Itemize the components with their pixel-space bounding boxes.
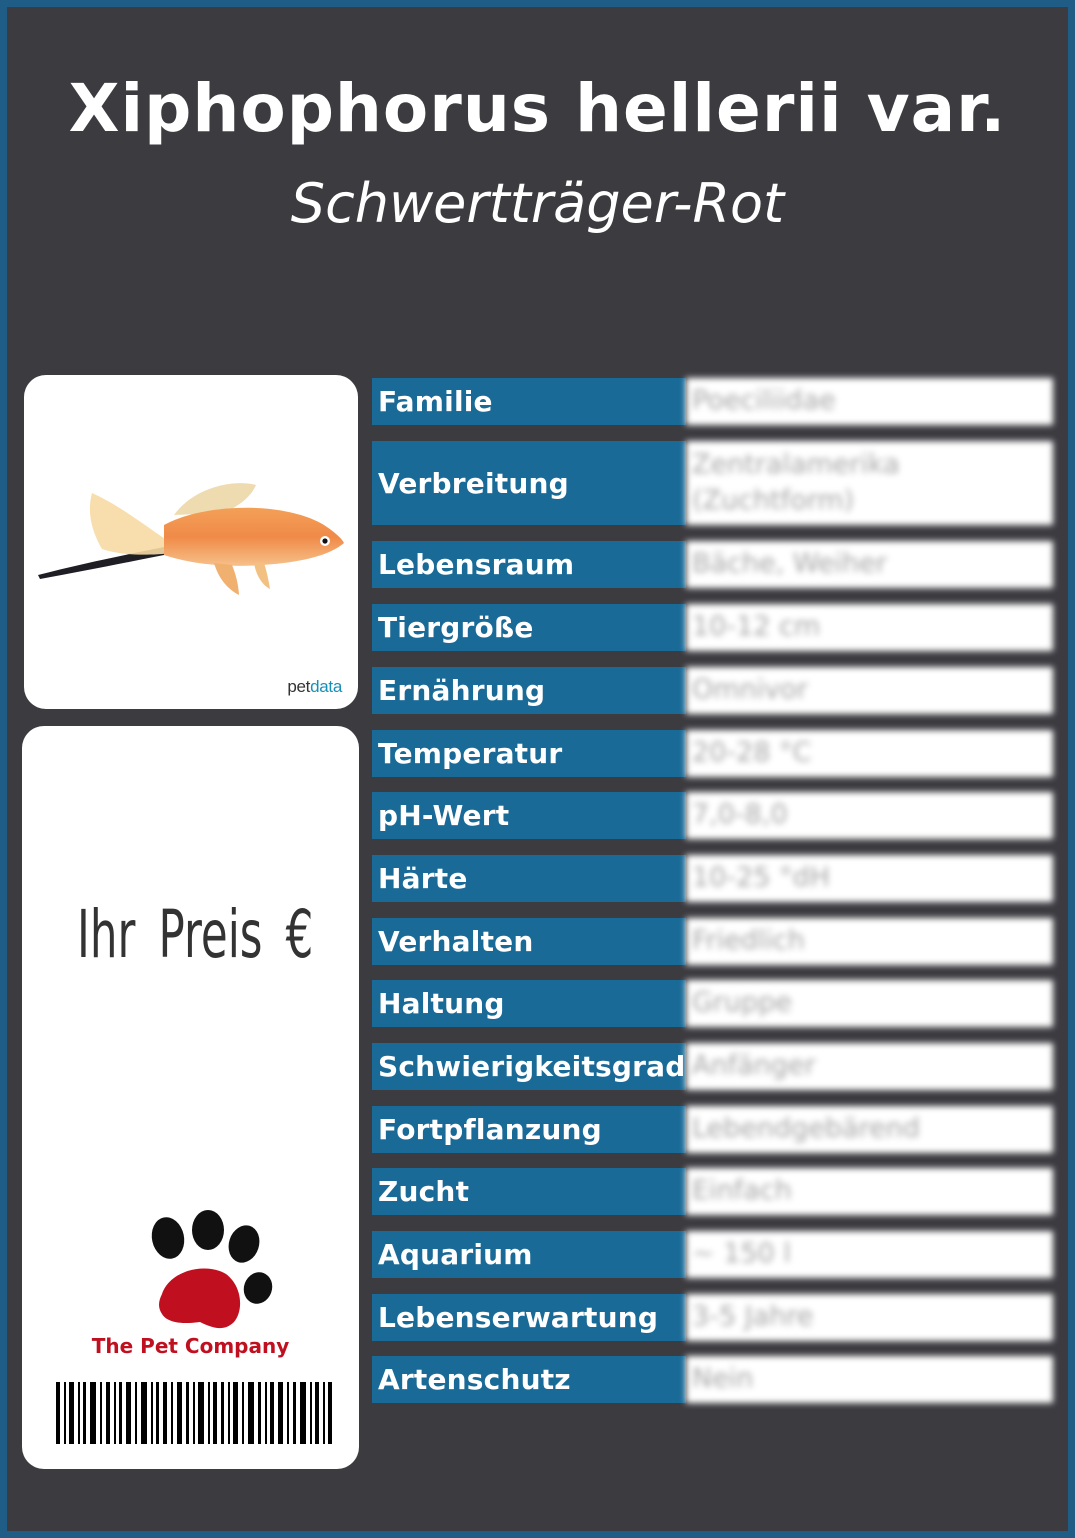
row-label: Haltung [372,980,686,1027]
row-value: Lebendgebärend [686,1106,1053,1153]
row-label: Tiergröße [372,604,686,651]
row-value: Bäche, Weiher [686,541,1053,588]
row-label: Temperatur [372,730,686,777]
info-row-haltung [372,980,1053,1027]
info-row-ph-wert [372,792,1053,839]
petdata-logo-part2: data [310,677,342,696]
fish-image [24,375,358,709]
row-value: Anfänger [686,1043,1053,1090]
info-row-fortpflanzung [372,1106,1053,1153]
row-label: Lebenserwartung [372,1294,686,1341]
species-title: Xiphophorus hellerii var. [68,70,1007,147]
paw-logo-icon [140,1210,280,1335]
row-value: 20-28 °C [686,730,1053,777]
price-label: Ihr Preis € [76,896,314,973]
info-row-verbreitung [372,441,1053,525]
row-label: Aquarium [372,1231,686,1278]
info-row-tiergroesse [372,604,1053,651]
row-value: 7,0-8,0 [686,792,1053,839]
info-row-verhalten [372,918,1053,965]
row-value: Nein [686,1356,1053,1403]
row-label: Härte [372,855,686,902]
row-label: Verhalten [372,918,686,965]
row-value: Gruppe [686,980,1053,1027]
row-label: Fortpflanzung [372,1106,686,1153]
row-value: Friedlich [686,918,1053,965]
info-row-haerte [372,855,1053,902]
row-value: 10-12 cm [686,604,1053,651]
petdata-logo [287,677,342,697]
info-row-artenschutz [372,1356,1053,1403]
row-label: Schwierigkeitsgrad [372,1043,686,1090]
info-row-aquarium [372,1231,1053,1278]
info-row-lebensraum [372,541,1053,588]
info-row-zucht [372,1168,1053,1215]
row-label: Artenschutz [372,1356,686,1403]
row-value: Einfach [686,1168,1053,1215]
barcode [56,1382,332,1444]
info-row-familie [372,378,1053,425]
row-label: Verbreitung [372,441,686,525]
company-name: The Pet Company [91,1334,290,1358]
row-label: Zucht [372,1168,686,1215]
row-label: pH-Wert [372,792,686,839]
info-row-schwierigkeitsgrad [372,1043,1053,1090]
row-value: 3-5 Jahre [686,1294,1053,1341]
info-row-lebenserwartung [372,1294,1053,1341]
row-label: Lebensraum [372,541,686,588]
row-label: Familie [372,378,686,425]
row-value: ~ 150 l [686,1231,1053,1278]
row-label: Ernährung [372,667,686,714]
info-row-ernaehrung [372,667,1053,714]
price-card [22,726,359,1469]
species-common-name: Schwertträger-Rot [290,172,785,235]
info-row-temperatur [372,730,1053,777]
row-value: Zentralamerika (Zuchtform) [686,441,1053,525]
row-value: Poeciliidae [686,378,1053,425]
fish-photo-card [24,375,358,709]
row-value: Omnivor [686,667,1053,714]
row-value: 10-25 °dH [686,855,1053,902]
petdata-logo-part1: pet [287,677,311,696]
